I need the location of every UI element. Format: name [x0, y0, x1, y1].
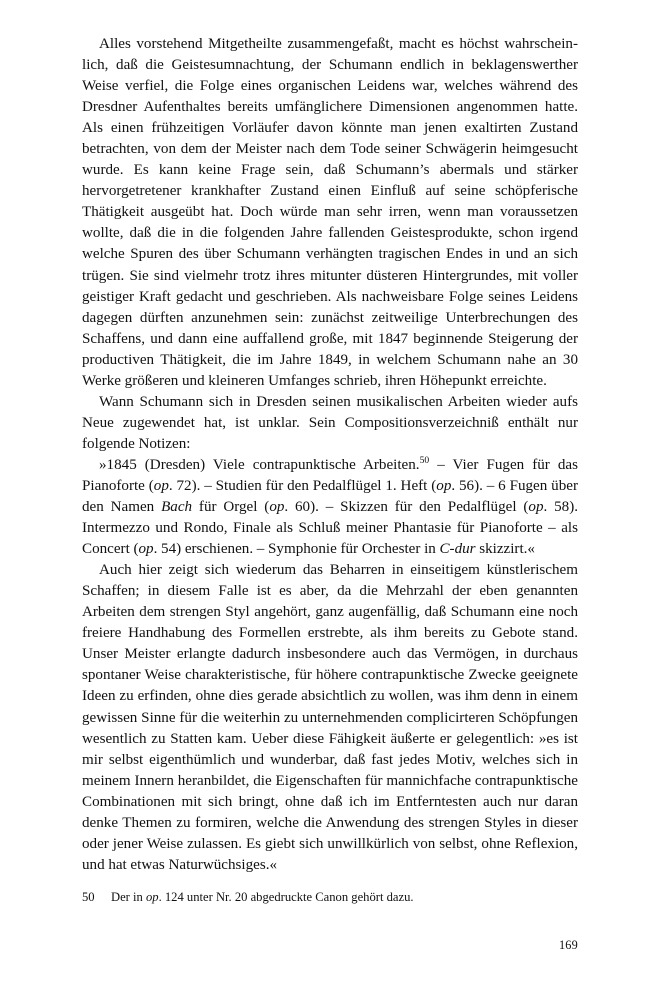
- emphasis-text: Bach: [161, 499, 193, 516]
- paragraph-3-quotation: »1845 (Dresden) Viele contrapunktische Arbeiten.$^{50}$ – Vier Fugen für das Pianoforte (op. 72). – Studien für den Pedalflügel 1. Heft (op. 56). – 6 Fugen über den Namen Bach für Orgel (op. 60). – Skizzen für den Pedalflügel (op. 58). Intermezzo und Rondo, Finale als Schluß meiner Phantasie für Pianoforte – als Concert (op. 54) erschienen. – Symphonie für Orchester in C-dur skizzirt.«: [82, 454, 579, 558]
- emphasis-text: op: [528, 499, 544, 516]
- paragraph-1: Alles vorstehend Mitgetheilte zusammengefaßt, macht es höchst wahrscheinlich, daß die Geistesumnachtung, der Schumann endlich in beklagenswerther Weise verfiel, die Folge eines organischen Leidens war, welches während des Dresdner Aufenthaltes bereits umfänglichere Dimensionen angenommen hatte. Als einen frühzeitigen Vorläufer davon könnte man jenen exaltirten Zustand betrachten, von dem der Meister nach dem Tode seiner Schwägerin heimgesucht wurde. Es kann keine Frage sein, daß Schumann’s abermals und stärker hervorgetretener krankhafter Zustand einen Einfluß auf seine schöpferische Thätigkeit ausgeübt hat. Doch würde man sehr irren, wenn man voraussetzen wollte, daß die in die folgenden Jahre fallenden Geistesprodukte, schon irgend welche Spuren des über Schumann verhängten tragischen Endes in und an sich trügen. Sie sind vielmehr trotz ihres mitunter düsteren Hintergrundes, mit voller geistiger Kraft gedacht und geschrieben. Als nachweisbare Folge seines Leidens dagegen dürften anzunehmen sein: zunächst zeitweilige Unterbrechungen des Schaffens, und dann eine auffallend große, mit 1847 beginnende Steigerung der productiven Thätigkeit, die im Jahre 1849, in welchem Schumann nahe an 30 Werke größeren und kleineren Umfanges schrieb, ihren Höhepunkt erreichte.: [82, 36, 578, 389]
- footnote-reference: 50: [419, 454, 430, 466]
- footnote-marker: 50: [82, 890, 95, 904]
- footnote-50: [82, 889, 578, 906]
- body-text-column: [82, 34, 578, 876]
- emphasis-text: op: [436, 477, 452, 494]
- page-number: 169: [558, 938, 578, 952]
- paragraph-4: Auch hier zeigt sich wiederum das Beharren in einseitigem künstlerischem Schaffen; in diesem Falle ist es aber, da die Mehrzahl der eben genannten Arbeiten dem strengen Styl angehört, ganz augenfällig, daß Schumann eine noch freiere Handhabung des Formellen erstrebte, als ihm bereits zu Gebote stand. Unser Meister erlangte dadurch insbesondere auch das Vermögen, in durchaus spontaner Weise charakteristische, für höhere contrapunktische Zwecke geeignete Ideen zu erfinden, ohne dies gerade absichtlich zu wollen, was ihm denn in einem gewissen Sinne für die weiterhin zu unternehmenden complicirteren Schöpfungen wesentlich zu Statten kam. Ueber diese Fähigkeit äußerte er gelegentlich: »es ist mir selbst eigenthümlich und wunderbar, daß fast jedes Motiv, welches sich in meinem Innern heranbildet, die Eigenschaften für mannichfache contrapunktische Combinationen mit sich bringt, ohne daß ich im Entferntesten auch nur daran denke Themen zu formiren, welche die Anwendung des strengen Styles in dieser oder jener Weise zulassen. Es giebt sich unwillkürlich von selbst, ohne Reflexion, und hat etwas Naturwüchsiges.«: [82, 562, 578, 873]
- paragraph-2: Wann Schumann sich in Dresden seinen musikalischen Arbeiten wieder aufs Neue zugewendet hat, ist unklar. Sein Compositionsverzeichniß enthält nur folgende Notizen:: [82, 393, 578, 452]
- footnote-text: Der in op. 124 unter Nr. 20 abgedruckte Canon gehört dazu.: [111, 890, 414, 904]
- emphasis-text: op: [145, 890, 159, 904]
- emphasis-text: C-dur: [439, 541, 476, 558]
- emphasis-text: op: [138, 541, 154, 558]
- emphasis-text: op: [269, 499, 285, 516]
- emphasis-text: op: [153, 477, 169, 494]
- footnote-area: [82, 889, 578, 906]
